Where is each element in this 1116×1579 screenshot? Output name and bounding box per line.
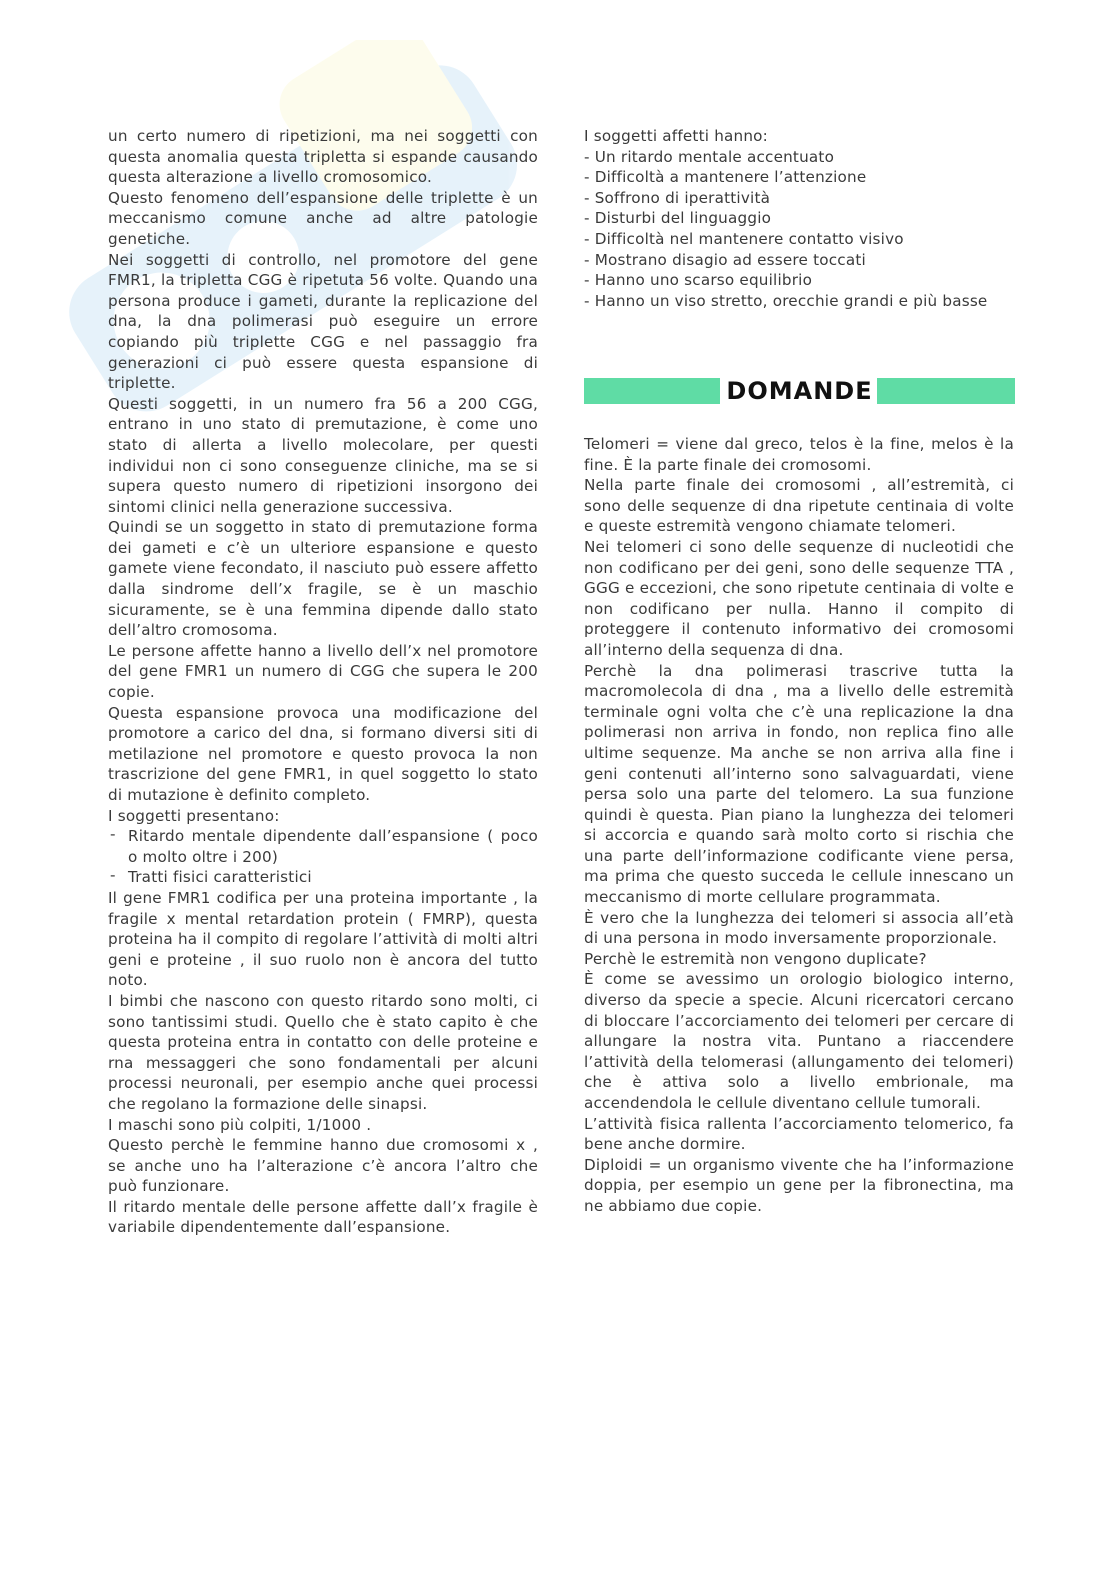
paragraph: Diploidi = un organismo vivente che ha l’informazione doppia, per esempio un gene per la fibronectina, ma ne abbiamo due copie.	[584, 1155, 1014, 1215]
paragraph: Perchè la dna polimerasi trascrive tutta la macromolecola di dna , ma a livello delle estremità terminale ogni volta che c’è una replicazione la dna polimerasi non arriva in fondo, non replica fino alle ultime sequenze. Ma anche se non arriva alla fine i geni contenuti all’interno sono salvaguardati, viene persa solo una parte del telomero. La sua funzione quindi è questa. Pian piano la lunghezza dei telomeri si accorcia e quando sarà molto corto si rischia che una parte dell’informazione codificante viene persa, ma prima che questo succeda le cellule innescano un meccanismo di morte cellulare programmata.	[584, 661, 1014, 907]
list-item: - Ritardo mentale dipendente dall’espansione ( poco o molto oltre i 200)	[108, 826, 538, 867]
list-item: - Hanno uno scarso equilibrio	[584, 271, 813, 290]
paragraph: Questo fenomeno dell’espansione delle triplette è un meccanismo comune anche ad altre patologie genetiche.	[108, 188, 538, 248]
paragraph: Perchè le estremità non vengono duplicate?	[584, 949, 927, 968]
list-item: - Disturbi del linguaggio	[584, 209, 772, 228]
paragraph: È vero che la lunghezza dei telomeri si associa all’età di una persona in modo inversamente proporzionale.	[584, 908, 1014, 948]
paragraph: L’attività fisica rallenta l’accorciamento telomerico, fa bene anche dormire.	[584, 1114, 1014, 1154]
paragraph: I soggetti presentano:	[108, 806, 280, 825]
list-item: - Un ritardo mentale accentuato	[584, 147, 835, 166]
list-item: - Difficoltà a mantenere l’attenzione	[584, 168, 867, 187]
section-header	[584, 376, 1015, 406]
paragraph: Quindi se un soggetto in stato di premutazione forma dei gameti e c’è un ulteriore espansione e questo gamete viene fecondato, il nasciuto può essere affetto dalla sindrome dell’x fragile, se è un maschio sicuramente, se è una femmina dipende dallo stato dell’altro cromosoma.	[108, 518, 538, 640]
paragraph: un certo numero di ripetizioni, ma nei soggetti con questa anomalia questa tripletta si espande causando questa alterazione a livello cromosomico.	[108, 127, 538, 187]
paragraph: Telomeri = viene dal greco, telos è la fine, melos è la fine. È la parte finale dei cromosomi.	[584, 435, 1014, 474]
paragraph: I maschi sono più colpiti, 1/1000 .	[108, 1115, 372, 1134]
paragraph: Nei telomeri ci sono delle sequenze di nucleotidi che non codificano per dei geni, sono delle sequenze TTA , GGG e eccezioni, che sono ripetute centinaia di volte e non codificano per nulla. Hanno il compito di proteggere il contenuto informativo dei cromosomi all’interno della sequenza di dna.	[584, 537, 1014, 659]
paragraph: Questa espansione provoca una modificazione del promotore a carico del dna, si formano diversi siti di metilazione nel promotore e questo provoca la non trascrizione del gene FMR1, in quel soggetto lo stato di mutazione è definito completo.	[108, 703, 538, 804]
list-item: - Soffrono di iperattività	[584, 188, 771, 207]
list-item: - Tratti fisici caratteristici	[108, 867, 538, 888]
symptoms-list	[584, 126, 1014, 311]
paragraph: Il ritardo mentale delle persone affette dall’x fragile è variabile dipendentemente dall’espansione.	[108, 1197, 538, 1237]
paragraph: Il gene FMR1 codifica per una proteina importante , la fragile x mental retardation protein ( FMRP), questa proteina ha il compito di regolare l’attività di molti altri geni e proteine , il suo ruolo non è ancora del tutto noto.	[108, 888, 538, 990]
list-heading: I soggetti affetti hanno:	[584, 127, 768, 145]
paragraph: I bimbi che nascono con questo ritardo sono molti, ci sono tantissimi studi. Quello che è stato capito è che questa proteina entra in contatto con delle proteine e rna messaggeri che sono fondamentali per alcuni processi neuronali, per esempio anche quei processi che regolano la formazione delle sinapsi.	[108, 991, 538, 1113]
paragraph: Le persone affette hanno a livello dell’x nel promotore del gene FMR1 un numero di CGG che supera le 200 copie.	[108, 641, 538, 702]
paragraph: Questi soggetti, in un numero fra 56 a 200 CGG, entrano in uno stato di premutazione, è come uno stato di allerta a livello molecolare, per questi individui non ci sono conseguenze cliniche, ma se si supera questo numero di ripetizioni insorgono dei sintomi clinici nella generazione successiva.	[108, 394, 538, 516]
left-column	[108, 126, 538, 1238]
symptom-bullet-list	[108, 826, 538, 888]
paragraph: Questo perchè le femmine hanno due cromosomi x , se anche uno ha l’alterazione c’è ancora l’altro che può funzionare.	[108, 1136, 538, 1196]
list-item: - Hanno un viso stretto, orecchie grandi e più basse	[584, 291, 988, 310]
paragraph: Nei soggetti di controllo, nel promotore del gene FMR1, la tripletta CGG è ripetuta 56 volte. Quando una persona produce i gameti, durante la replicazione del dna, la dna polimerasi può eseguire un errore copiando più triplette CGG e nel passaggio fra generazioni ci può essere questa espansione di triplette.	[108, 250, 538, 393]
header-bar-right	[877, 378, 1015, 404]
list-item: - Difficoltà nel mantenere contatto visivo	[584, 229, 904, 248]
paragraph: È come se avessimo un orologio biologico interno, diverso da specie a specie. Alcuni ricercatori cercano di bloccare l’accorciamento dei telomeri per cercare di allungare la nostra vita. Puntano a riaccendere l’attività della telomerasi (allungamento dei telomeri) che è attiva solo a livello embrionale, ma accendendola le cellule diventano cellule tumorali.	[584, 970, 1014, 1112]
questions-section	[584, 434, 1014, 1217]
header-bar-left	[584, 378, 720, 404]
list-item: - Mostrano disagio ad essere toccati	[584, 250, 866, 269]
paragraph: Nella parte finale dei cromosomi , all’estremità, ci sono delle sequenze di dna ripetute centinaia di volte e queste estremità vengono chiamate telomeri.	[584, 476, 1014, 536]
section-title: DOMANDE	[726, 377, 873, 405]
